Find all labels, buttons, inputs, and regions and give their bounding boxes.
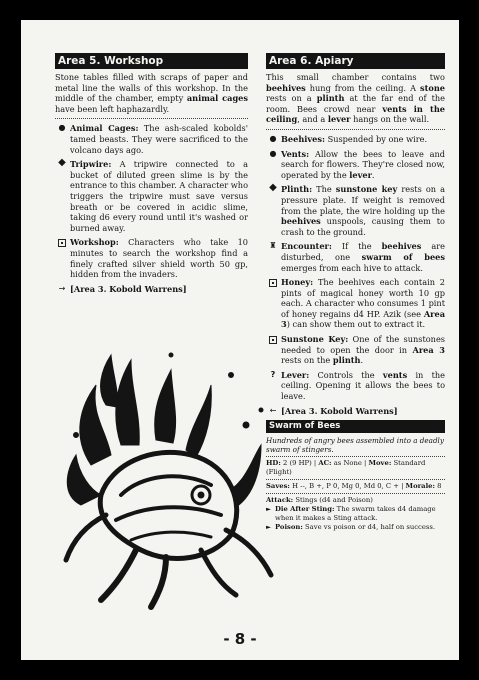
feature-tripwire: ◆ Tripwire: A tripwire connected to a bucket of diluted green slime is by the entrance to this chamber. A character who triggers the tripwire must save versus breath or be covered in acidic slime, taking d6 every round until it's washed or burned away. [58,157,248,233]
search-box-icon [269,279,277,287]
feature-animal-cages: ● Animal Cages: The ash-scaled kobolds' tamed beasts. They were sacrificed to the volcano days ago. [58,123,248,155]
search-box-icon [58,239,66,247]
diamond-icon: ◆ [269,182,277,194]
arrow-right-icon: → [58,283,66,293]
area-5-heading: Area 5. Workshop [55,53,248,69]
feature-vents: ● Vents: Allow the bees to leave and search for flowers. They're closed now, operated by the lever. [269,148,445,180]
bullet-icon: ● [269,148,277,158]
stat-line-attack: Attack: Stings (d4 and Poison) [266,496,373,505]
divider [55,118,248,119]
page-number: - 8 - [223,630,257,648]
diamond-icon: ◆ [58,157,66,169]
link-area-3[interactable]: → [Area 3. Kobold Warrens] [58,283,187,294]
feature-beehives: ● Beehives: Suspended by one wire. [269,133,428,144]
stat-line-saves: Saves: H --, B +, P 0, Mg 0, Md 0, C + | Morale: 8 [266,482,442,491]
area-6-intro: This small chamber contains two beehives hung from the ceiling. A stone rests on a plinth at the far end of the room. Bees crowd near vents in the ceiling, and a lever hangs on the wall. [266,72,445,125]
tower-icon: ♜ [269,241,277,251]
stat-block [266,420,445,531]
search-box-icon [269,336,277,344]
stat-block-title: Swarm of Bees [266,420,445,433]
divider [266,479,445,480]
link-area-3[interactable]: ← [Area 3. Kobold Warrens] [269,405,398,416]
feature-lever: ? Lever: Controls the vents in the ceiling. Opening it allows the bees to leave. [266,370,445,402]
left-column [55,53,248,298]
arrow-left-icon: ← [269,405,277,415]
bullet-icon: ● [58,123,66,133]
feature-honey: Honey: The beehives each contain 2 pints of magical honey worth 10 gp each. A character who consumes 1 pint of honey regains d4 HP. Azik (see Area 3) can show them out to extract it. [266,277,445,330]
divider [266,456,445,457]
feature-sunstone-key: Sunstone Key: One of the sunstones needed to open the door in Area 3 rests on the plinth. [266,334,445,366]
right-column [266,53,445,532]
divider [266,129,445,130]
question-icon: ? [270,369,276,379]
bullet-icon: ● [269,133,277,143]
divider [266,493,445,494]
bee-swarm-creature-illustration [61,345,281,615]
trait-die-after-sting: ► Die After Sting: The swarm takes d4 damage when it makes a Sting attack. [266,505,436,523]
area-5-intro: Stone tables filled with scraps of paper and metal line the walls of this workshop. In the middle of the chamber, empty animal cages have been left haphazardly. [55,72,248,114]
area-6-heading: Area 6. Apiary [266,53,445,69]
feature-workshop: Workshop: Characters who take 10 minutes to search the workshop find a finely crafted silver shield worth 50 gp, hidden from the invaders. [55,237,248,279]
stat-line-hd: HD: 2 (9 HP) | AC: as None | Move: Standard (Flight) [266,459,426,477]
arrow-right-icon: ► [266,505,271,514]
trait-poison: ► Poison: Save vs poison or d4, half on success. [266,522,436,531]
feature-plinth: ◆ Plinth: The sunstone key rests on a pressure plate. If weight is removed from the plate, the wire holding up the beehives unspools, causing them to crash to the ground. [269,182,445,237]
feature-encounter: ♜ Encounter: If the beehives are disturbed, one swarm of bees emerges from each hive to attack. [269,241,446,273]
arrow-right-icon: ► [266,522,271,531]
page [21,20,459,660]
stat-block-description: Hundreds of angry bees assembled into a deadly swarm of stingers. [266,436,444,455]
